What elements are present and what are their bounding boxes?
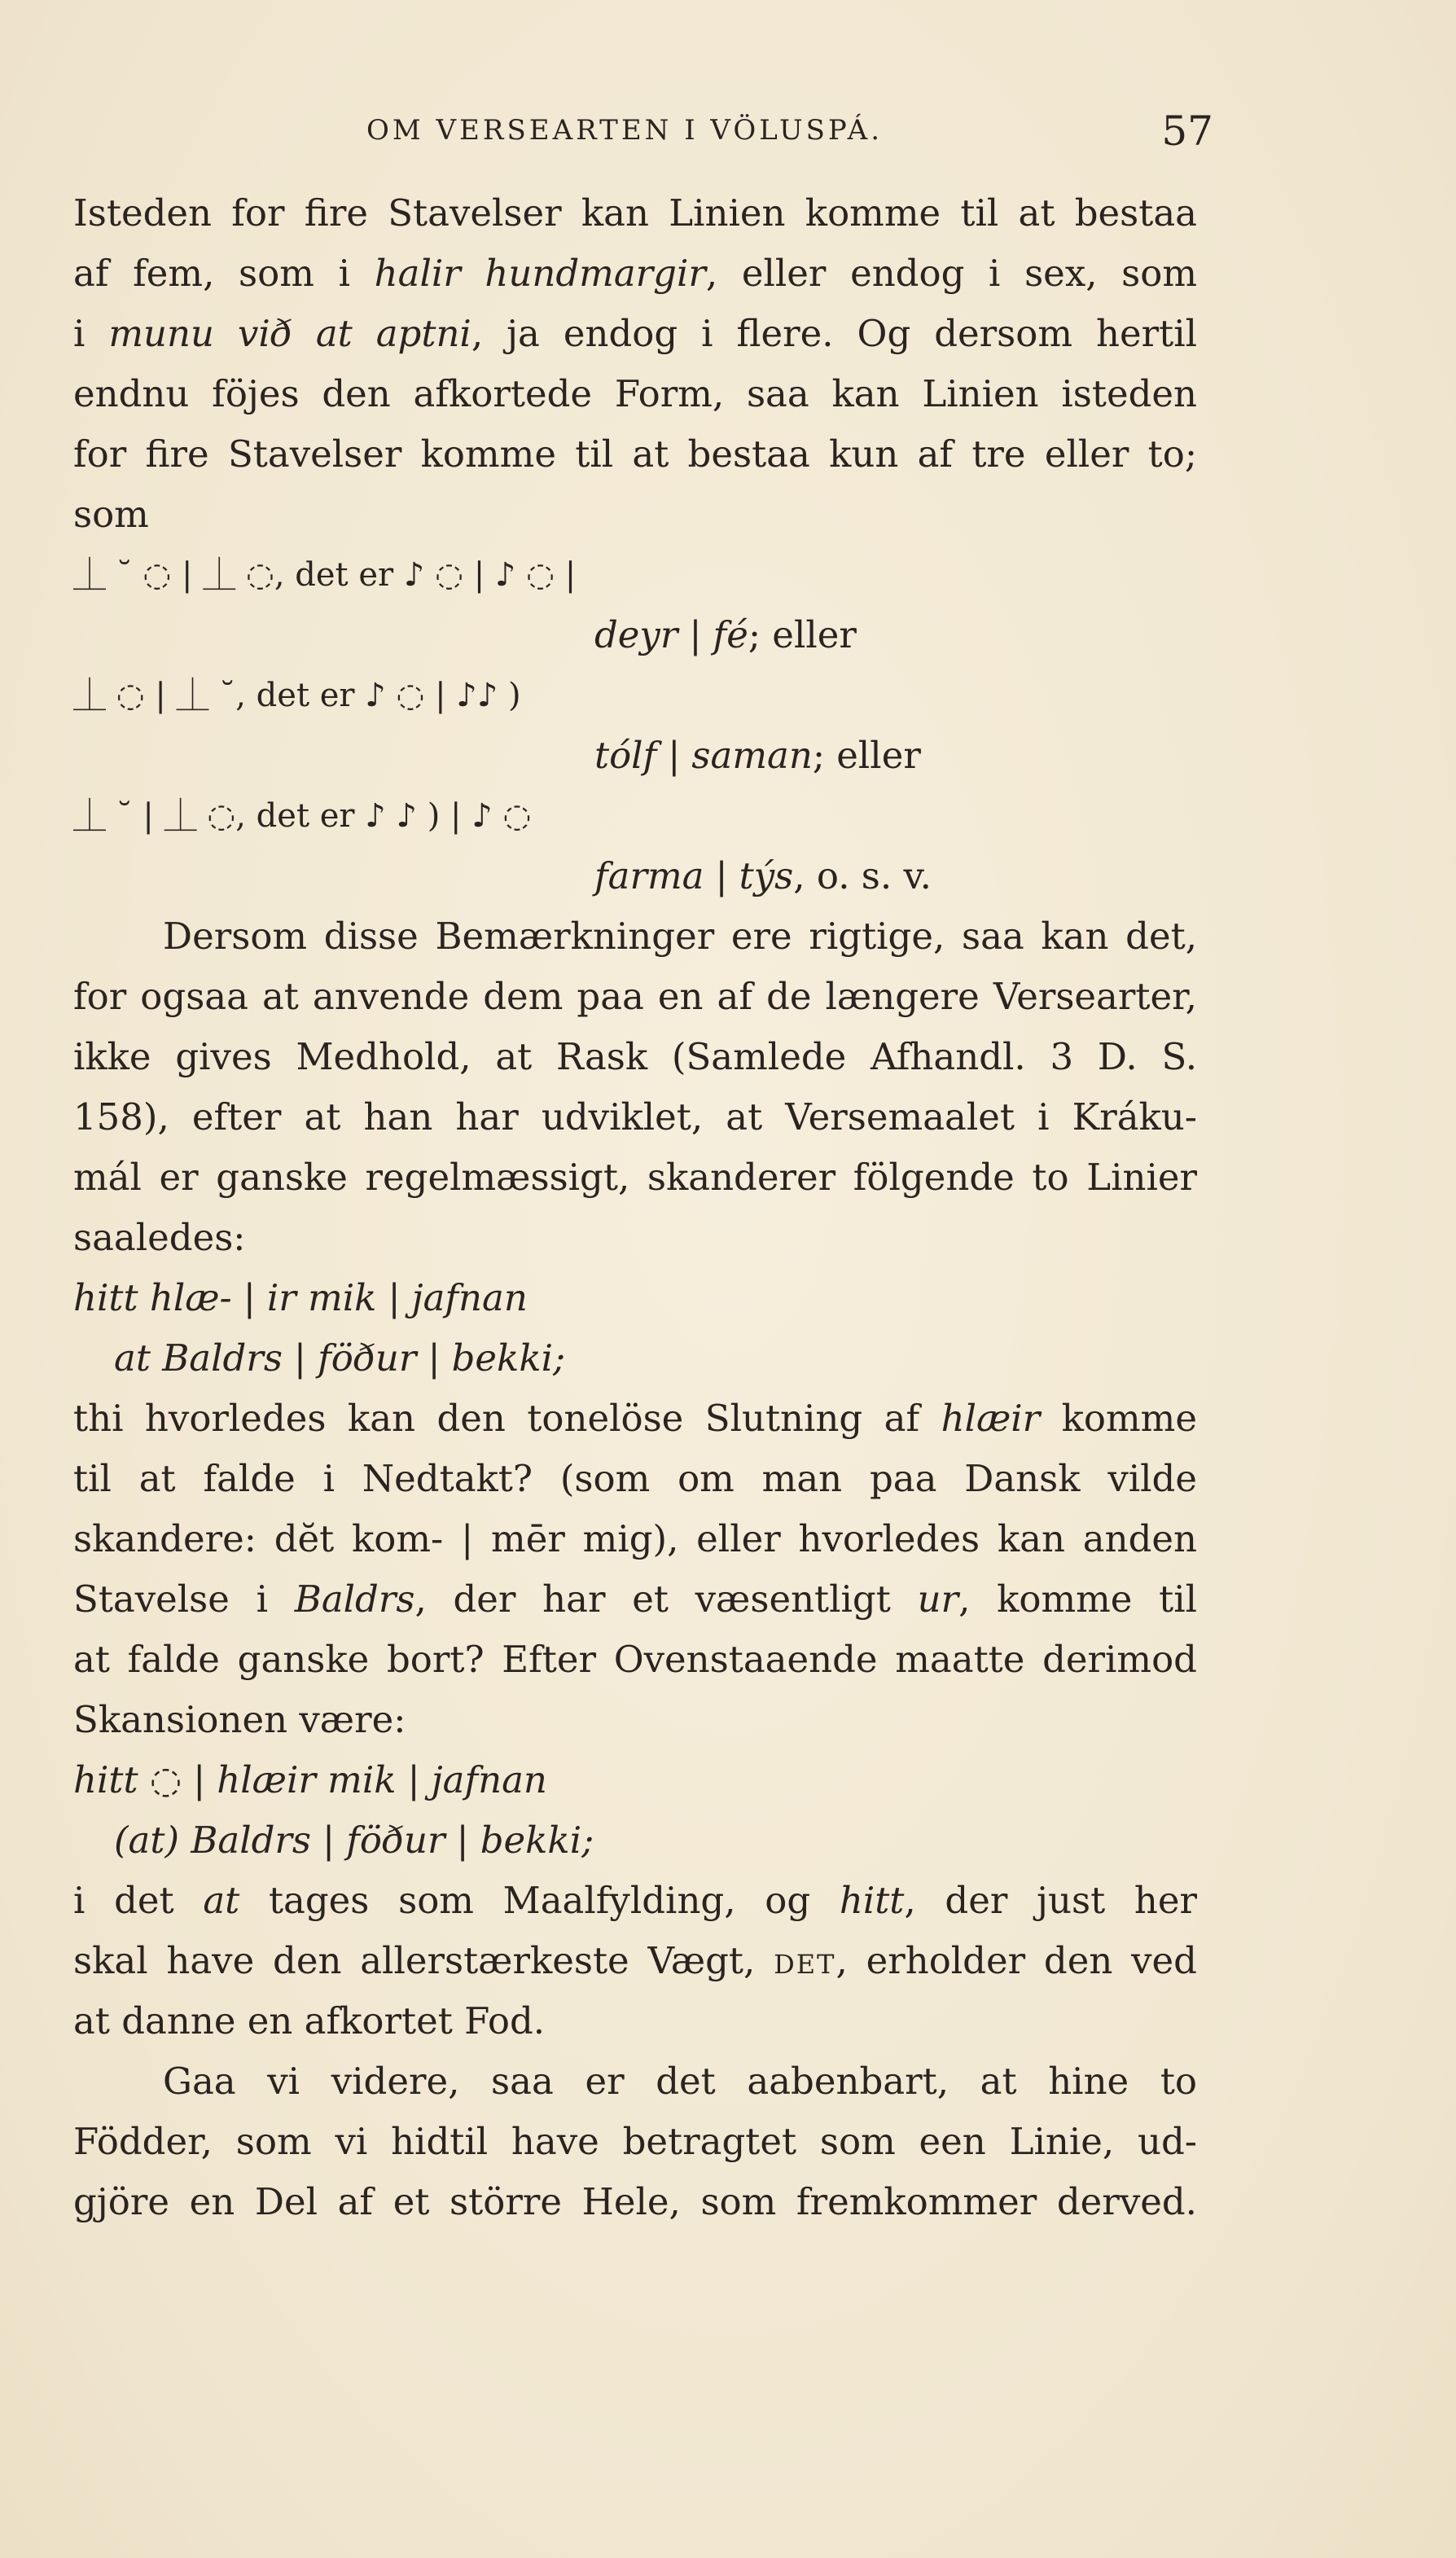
text-line: Isteden for fire Stavelser kan Linien komme til at bestaa — [73, 191, 1197, 235]
text-line: i det at tages som Maalfylding, og hitt, der just her — [73, 1879, 1197, 1922]
text-line: Gaa vi videre, saa er det aabenbart, at hine to — [163, 2060, 1197, 2103]
text-line: saaledes: — [73, 1216, 246, 1259]
metrical-scheme: ⏊ ◌ | ⏊ ˘, det er ♪ ◌ | ♪♪ ) — [73, 677, 521, 714]
metrical-scheme: ⏊ ˘ | ⏊ ◌, det er ♪ ♪ ) | ♪ ◌ — [73, 797, 532, 835]
text-line: skandere: dĕt kom- | mēr mig), eller hvorledes kan anden — [73, 1517, 1197, 1560]
scheme-example: farma | týs, o. s. v. — [594, 854, 932, 897]
text-line: for ogsaa at anvende dem paa en af de længere Versearter, — [73, 975, 1197, 1018]
text-line: til at falde i Nedtakt? (som om man paa Dansk vilde — [73, 1457, 1197, 1500]
text-line: Skansionen være: — [73, 1698, 406, 1741]
verse-line: (at) Baldrs | föður | bekki; — [114, 1819, 594, 1862]
text-line: mál er ganske regelmæssigt, skanderer fölgende to Linier — [73, 1156, 1197, 1199]
italic-term: munu við at aptni — [108, 312, 471, 355]
page-number: 57 — [1161, 107, 1213, 155]
verse-line: at Baldrs | föður | bekki; — [114, 1336, 566, 1380]
text-line: Stavelse i Baldrs, der har et væsentligt ur, komme til — [73, 1577, 1198, 1621]
text-line: af fem, som i halir hundmargir, eller endog i sex, som — [73, 252, 1198, 295]
text-line: at falde ganske bort? Efter Ovenstaaende maatte derimod — [73, 1638, 1197, 1681]
text-line: skal have den allerstærkeste Vægt, det, erholder den ved — [73, 1939, 1197, 1982]
metrical-scheme: ⏊ ˘ ◌ | ⏊ ◌, det er ♪ ◌ | ♪ ◌ | — [73, 556, 577, 594]
scheme-example: tólf | saman; eller — [594, 734, 921, 777]
text-line: thi hvorledes kan den tonelöse Slutning af hlæir komme — [73, 1397, 1197, 1440]
page-header — [73, 107, 1213, 171]
text-line: endnu föjes den afkortede Form, saa kan Linien isteden — [73, 372, 1197, 415]
text-line: Dersom disse Bemærkninger ere rigtige, saa kan det, — [163, 915, 1197, 958]
text-line: Födder, som vi hidtil have betragtet som een Linie, ud- — [73, 2120, 1197, 2163]
text-line: gjöre en Del af et större Hele, som fremkommer derved. — [73, 2180, 1197, 2223]
verse-line: hitt ◌ | hlæir mik | jafnan — [73, 1758, 547, 1801]
running-title: OM VERSEARTEN I VÖLUSPÁ. — [366, 114, 884, 147]
text-line: 158), efter at han har udviklet, at Versemaalet i Kráku- — [73, 1095, 1197, 1139]
text-line: som — [73, 493, 149, 536]
text-line: i munu við at aptni, ja endog i flere. Og dersom hertil — [73, 312, 1197, 355]
scheme-example: deyr | fé; eller — [594, 613, 857, 656]
italic-term: halir hundmargir — [374, 252, 706, 295]
verse-line: hitt hlæ- | ir mik | jafnan — [73, 1276, 528, 1319]
text-line: for fire Stavelser komme til at bestaa kun af tre eller to; — [73, 432, 1197, 476]
text-line: at danne en afkortet Fod. — [73, 1999, 546, 2042]
page-body — [73, 183, 1197, 2232]
text-line: ikke gives Medhold, at Rask (Samlede Afhandl. 3 D. S. — [73, 1035, 1197, 1078]
